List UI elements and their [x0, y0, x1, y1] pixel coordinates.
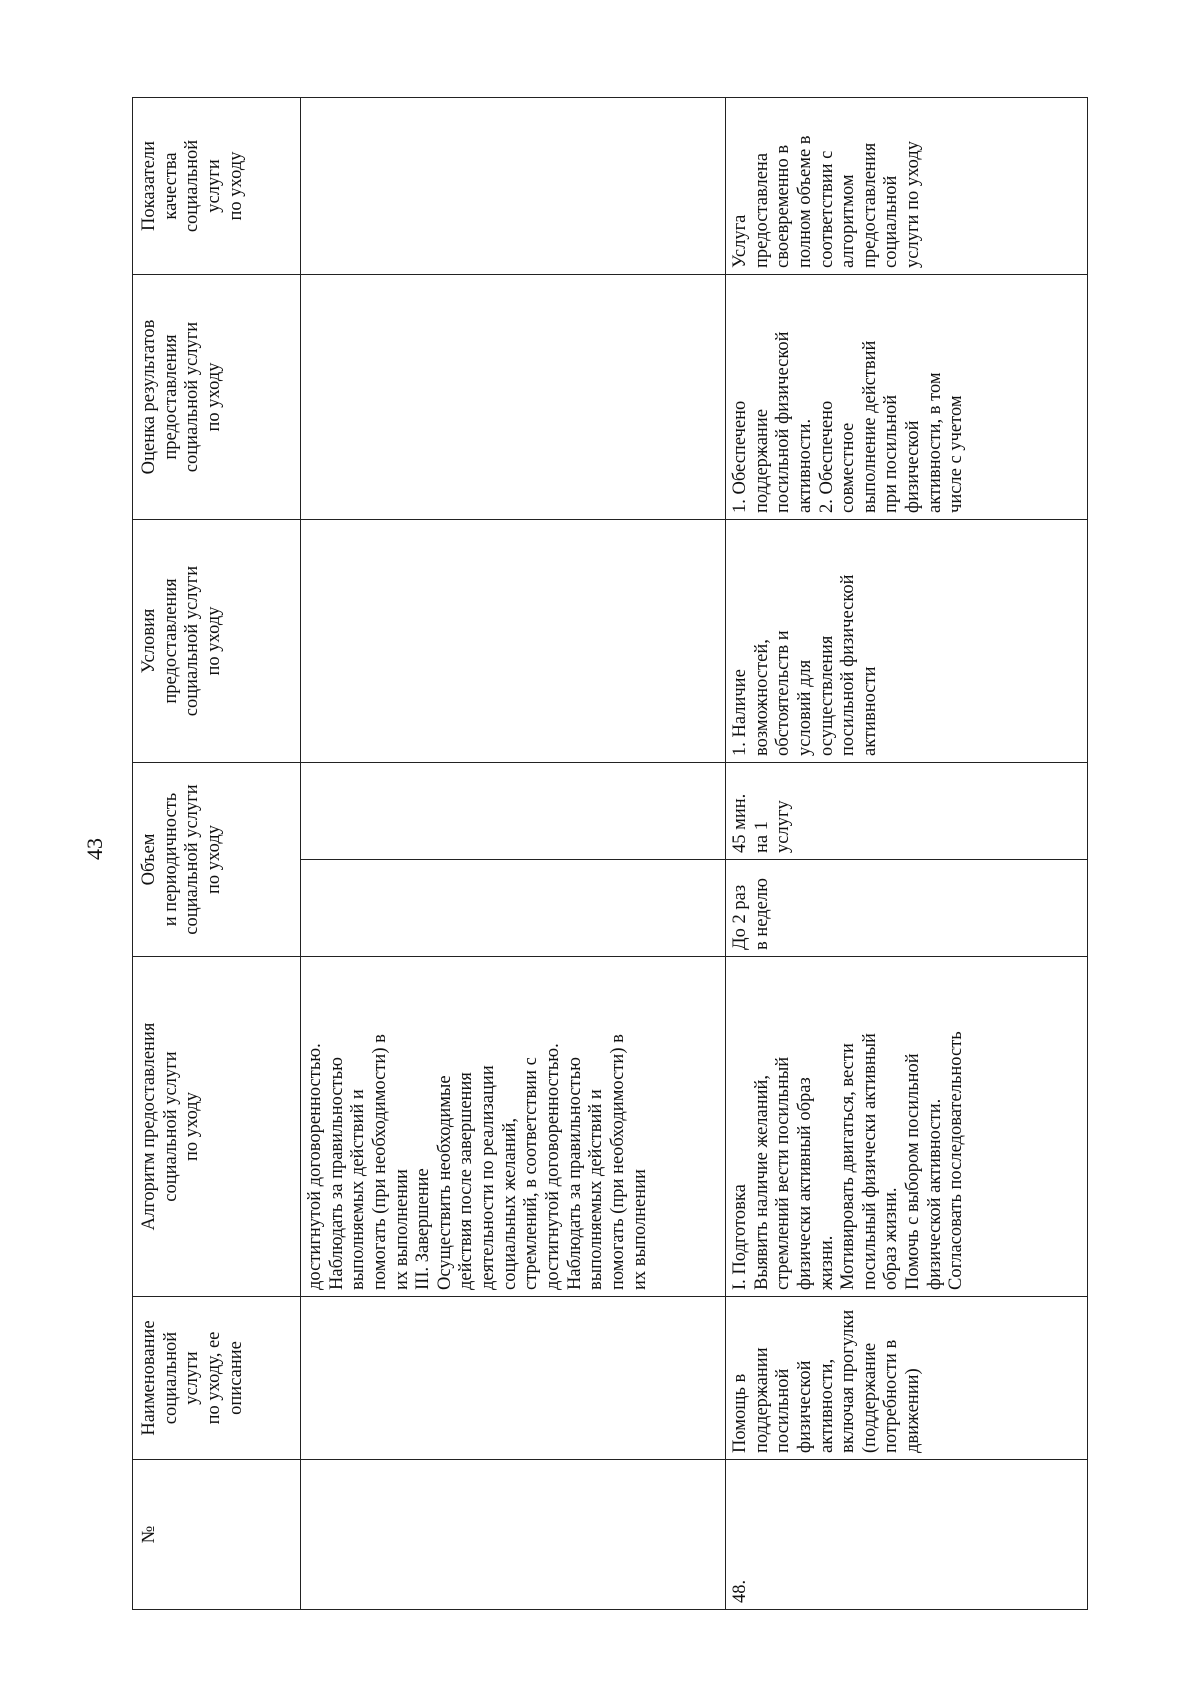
- item-name-cell: Помощь в поддержании посильной физической активности, включая прогулки (поддержание потребности в движении): [726, 1297, 1088, 1460]
- item-evaluation-cell: 1. Обеспечено поддержание посильной физической активности. 2. Обеспечено совместное выполнение действий при посильной физической активности, в том числе с учетом: [726, 274, 1088, 519]
- table-row-48: [726, 97, 1088, 1609]
- table-header-row: [133, 97, 301, 1609]
- item-algorithm-cell: I. Подготовка Выявить наличие желаний, стремлений вести посильный физически активный образ жизни. Мотивировать двигаться, вести посильный физически активный образ жизни. Помочь с выбором посильной физической активности. Согласовать последовательность: [726, 957, 1088, 1297]
- header-algorithm: Алгоритм предоставления социальной услуги по уходу: [133, 957, 301, 1297]
- item-volume-cell: 45 мин. на 1 услугу: [726, 762, 1088, 859]
- cont-conditions-cell: [301, 519, 726, 762]
- header-quality: Показатели качества социальной услуги по уходу: [133, 97, 301, 274]
- cont-volume-cell: [301, 762, 726, 859]
- item-num-cell: 48.: [726, 1460, 1088, 1610]
- cont-algorithm-cell: достигнутой договоренностью. Наблюдать за правильностью выполняемых действий и помогать (при необходимости) в их выполнении III. Завершение Осуществить необходимые действия после завершения деятельности по реализации социальных желаний, стремлений, в соответствии с достигнутой договоренностью. Наблюдать за правильностью выполняемых действий и помогать (при необходимости) в их выполнении: [301, 957, 726, 1297]
- item-quality-cell: Услуга предоставлена своевременно в полном объеме в соответствии с алгоритмом предоставления социальной услуги по уходу: [726, 97, 1088, 274]
- cont-quality-cell: [301, 97, 726, 274]
- social-services-table: [132, 97, 1088, 1610]
- page-number: 43: [82, 838, 107, 860]
- header-volume: Объем и периодичность социальной услуги по уходу: [133, 762, 301, 956]
- rotated-table-container: [132, 98, 1087, 1610]
- header-evaluation: Оценка результатов предоставления социальной услуги по уходу: [133, 274, 301, 519]
- table-row-continuation: [301, 97, 726, 1609]
- item-periodicity-cell: До 2 раз в неделю: [726, 860, 1088, 957]
- cont-evaluation-cell: [301, 274, 726, 519]
- cont-name-cell: [301, 1297, 726, 1460]
- item-conditions-cell: 1. Наличие возможностей, обстоятельств и условий для осуществления посильной физической активности: [726, 519, 1088, 762]
- cont-num-cell: [301, 1460, 726, 1610]
- cont-periodicity-cell: [301, 860, 726, 957]
- header-name: Наименование социальной услуги по уходу, ее описание: [133, 1297, 301, 1460]
- header-num: №: [133, 1460, 301, 1610]
- header-conditions: Условия предоставления социальной услуги по уходу: [133, 519, 301, 762]
